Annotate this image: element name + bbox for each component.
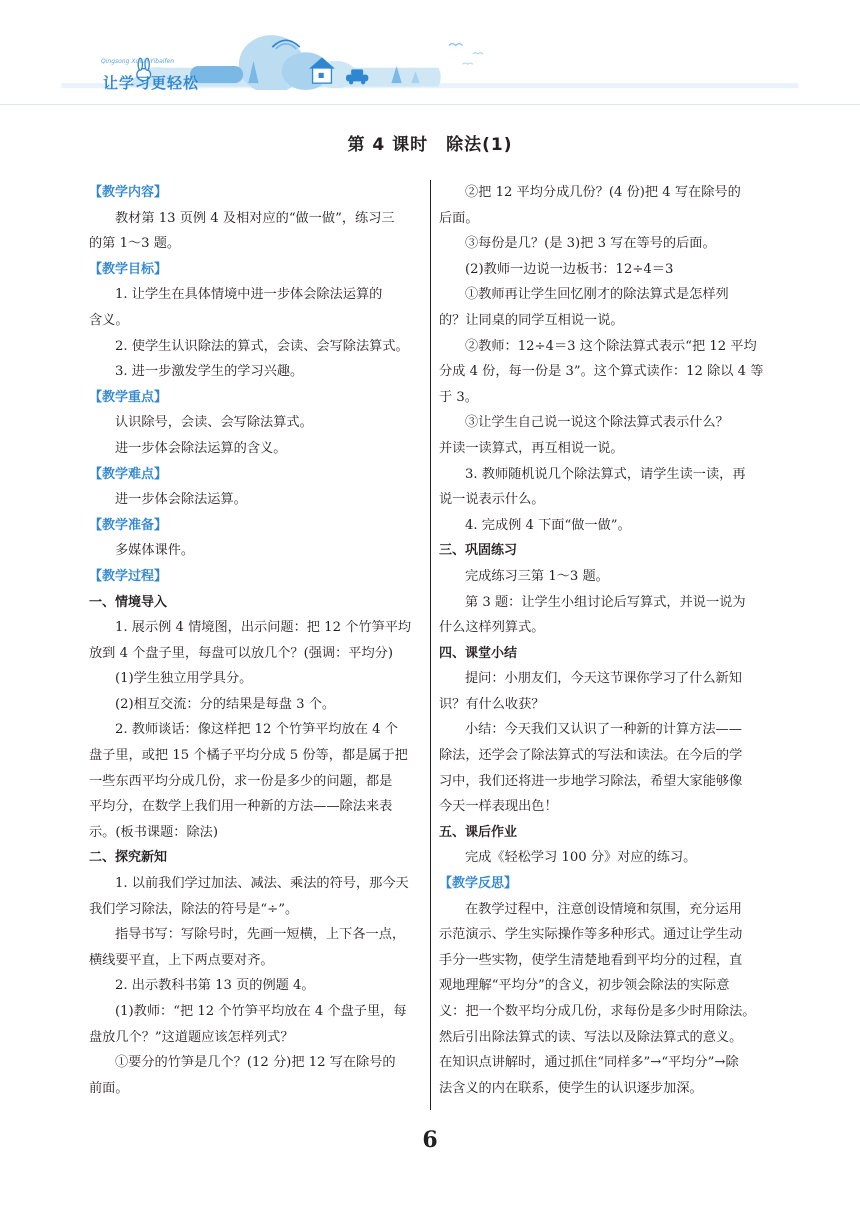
paragraph-line: 一些东西平均分成几份，求一份是多少的问题，都是 <box>89 773 393 789</box>
paragraph-line: 提问：小朋友们，今天这节课你学习了什么新知 <box>465 671 742 687</box>
paragraph-line: 的？让同桌的同学互相说一说。 <box>439 312 624 328</box>
paragraph-line: 进一步体会除法运算。 <box>115 492 247 508</box>
paragraph-line: 后面。 <box>439 210 479 226</box>
paragraph-line: ②教师：12÷4＝3 这个除法算式表示“把 12 平均 <box>465 338 757 354</box>
paragraph-line: 习中，我们还将进一步地学习除法，希望大家能够像 <box>439 773 743 789</box>
paragraph-line: 识？有什么收获？ <box>439 696 545 712</box>
section-tag: 【教学内容】 <box>89 185 168 200</box>
paragraph-line: ①要分的竹笋是几个？(12 分)把 12 写在除号的 <box>115 1055 396 1071</box>
paragraph-line: 手分一些实物，使学生清楚地看到平均分的过程，直 <box>439 952 743 968</box>
paragraph-line: (2)相互交流：分的结果是每盘 3 个。 <box>115 696 336 712</box>
section-tag: 【教学难点】 <box>89 466 168 482</box>
paragraph-line: 在教学过程中，注意创设情境和氛围，充分运用 <box>465 901 742 917</box>
paragraph-line: 并读一读算式，再互相说一说。 <box>439 440 624 456</box>
page-title: 第 4 课时 除法(1) <box>347 135 513 155</box>
header-banner <box>0 0 860 110</box>
page-number: 6 <box>422 1127 438 1153</box>
column-divider <box>430 180 431 1110</box>
paragraph-line: 示范演示、学生实际操作等多种形式。通过让学生动 <box>439 927 743 943</box>
paragraph-line: 进一步体会除法运算的含义。 <box>115 440 287 456</box>
paragraph-line: 然后引出除法算式的读、写法以及除法算式的意义。 <box>439 1029 743 1045</box>
paragraph-line: 2. 教师谈话：像这样把 12 个竹笋平均放在 4 个 <box>115 722 398 738</box>
paragraph-line: 1. 让学生在具体情境中进一步体会除法运算的 <box>115 287 383 303</box>
paragraph-line: 第 3 题：让学生小组讨论后写算式，并说一说为 <box>465 594 746 610</box>
paragraph-line: 含义。 <box>89 312 129 328</box>
paragraph-line: 认识除号，会读、会写除法算式。 <box>115 415 313 431</box>
paragraph-line: (1)教师：“把 12 个竹笋平均放在 4 个盘子里，每 <box>115 1004 407 1019</box>
paragraph-line: 放到 4 个盘子里，每盘可以放几个？(强调：平均分) <box>89 645 393 661</box>
paragraph-line: ③让学生自己说一说这个除法算式表示什么？ <box>465 415 729 431</box>
section-heading: 五、课后作业 <box>439 824 518 840</box>
paragraph-line: 法含义的内在联系，使学生的认识逐步加深。 <box>439 1080 703 1096</box>
right-column <box>439 180 771 1101</box>
section-tag: 【教学准备】 <box>89 517 168 533</box>
section-heading: 三、巩固练习 <box>439 543 518 559</box>
paragraph-line: ②把 12 平均分成几份？(4 份)把 4 写在除号的 <box>465 185 741 200</box>
paragraph-line: 分成 4 份，每一份是 3”。这个算式读作：12 除以 4 等 <box>439 364 764 380</box>
paragraph-line: 观地理解“平均分”的含义，初步领会除法的实际意 <box>439 978 730 994</box>
section-heading: 四、课堂小结 <box>439 645 518 661</box>
paragraph-line: 3. 进一步激发学生的学习兴趣。 <box>115 364 304 380</box>
paragraph-line: 什么这样列算式。 <box>439 620 545 636</box>
paragraph-line: ①教师再让学生回忆刚才的除法算式是怎样列 <box>465 287 729 303</box>
section-tag: 【教学重点】 <box>89 389 168 405</box>
section-heading: 二、探究新知 <box>89 850 168 866</box>
paragraph-line: 完成练习三第 1～3 题。 <box>465 568 609 584</box>
paragraph-line: 小结：今天我们又认识了一种新的计算方法—— <box>465 722 742 738</box>
header-rule <box>0 104 860 105</box>
paragraph-line: 指导书写：写除号时，先画一短横，上下各一点， <box>115 927 406 943</box>
paragraph-line: 4. 完成例 4 下面“做一做”。 <box>465 517 631 533</box>
paragraph-line: 除法，还学会了除法算式的写法和读法。在今后的学 <box>439 748 743 764</box>
paragraph-line: 多媒体课件。 <box>115 543 195 559</box>
logo-text: 让学习更轻松 <box>103 74 200 92</box>
paragraph-line: 3. 教师随机说几个除法算式，请学生读一读，再 <box>465 466 746 482</box>
paragraph-line: 说一说表示什么。 <box>439 492 545 508</box>
paragraph-line: 的第 1～3 题。 <box>89 236 181 252</box>
paragraph-line: 盘放几个？”这道题应该怎样列式？ <box>89 1029 294 1045</box>
paragraph-line: ③每份是几？(是 3)把 3 写在等号的后面。 <box>465 236 716 252</box>
paragraph-line: 前面。 <box>89 1080 129 1096</box>
paragraph-line: 教材第 13 页例 4 及相对应的“做一做”，练习三 <box>115 210 395 226</box>
logo-pinyin: Qingsong Xuexi Yibaifen <box>101 58 175 65</box>
paragraph-line: 示。(板书课题：除法) <box>89 824 218 840</box>
section-tag: 【教学目标】 <box>89 261 168 277</box>
paragraph-line: 我们学习除法，除法的符号是“÷”。 <box>89 901 299 917</box>
section-heading: 一、情境导入 <box>89 594 168 610</box>
paragraph-line: (2)教师一边说一边板书：12÷4＝3 <box>465 261 674 277</box>
paragraph-line: (1)学生独立用学具分。 <box>115 671 253 687</box>
paragraph-line: 2. 使学生认识除法的算式，会读、会写除法算式。 <box>115 338 409 354</box>
paragraph-line: 平均分，在数学上我们用一种新的方法——除法来表 <box>89 799 393 815</box>
paragraph-line: 横线要平直，上下两点要对齐。 <box>89 952 274 968</box>
paragraph-line: 在知识点讲解时，通过抓住“同样多”→“平均分”→除 <box>439 1055 739 1071</box>
paragraph-line: 1. 以前我们学过加法、减法、乘法的符号，那今天 <box>115 876 409 892</box>
paragraph-line: 于 3。 <box>439 389 478 405</box>
paragraph-line: 2. 出示教科书第 13 页的例题 4。 <box>115 978 315 994</box>
paragraph-line: 完成《轻松学习 100 分》对应的练习。 <box>465 850 697 866</box>
paragraph-line: 盘子里，或把 15 个橘子平均分成 5 份等，都是属于把 <box>89 748 408 764</box>
section-tag: 【教学过程】 <box>89 568 168 584</box>
paragraph-line: 今天一样表现出色！ <box>439 799 558 815</box>
paragraph-line: 1. 展示例 4 情境图，出示问题：把 12 个竹笋平均 <box>115 620 412 636</box>
left-column <box>89 180 421 1101</box>
paragraph-line: 义：把一个数平均分成几份，求每份是多少时用除法。 <box>439 1004 756 1019</box>
section-tag: 【教学反思】 <box>439 876 518 892</box>
